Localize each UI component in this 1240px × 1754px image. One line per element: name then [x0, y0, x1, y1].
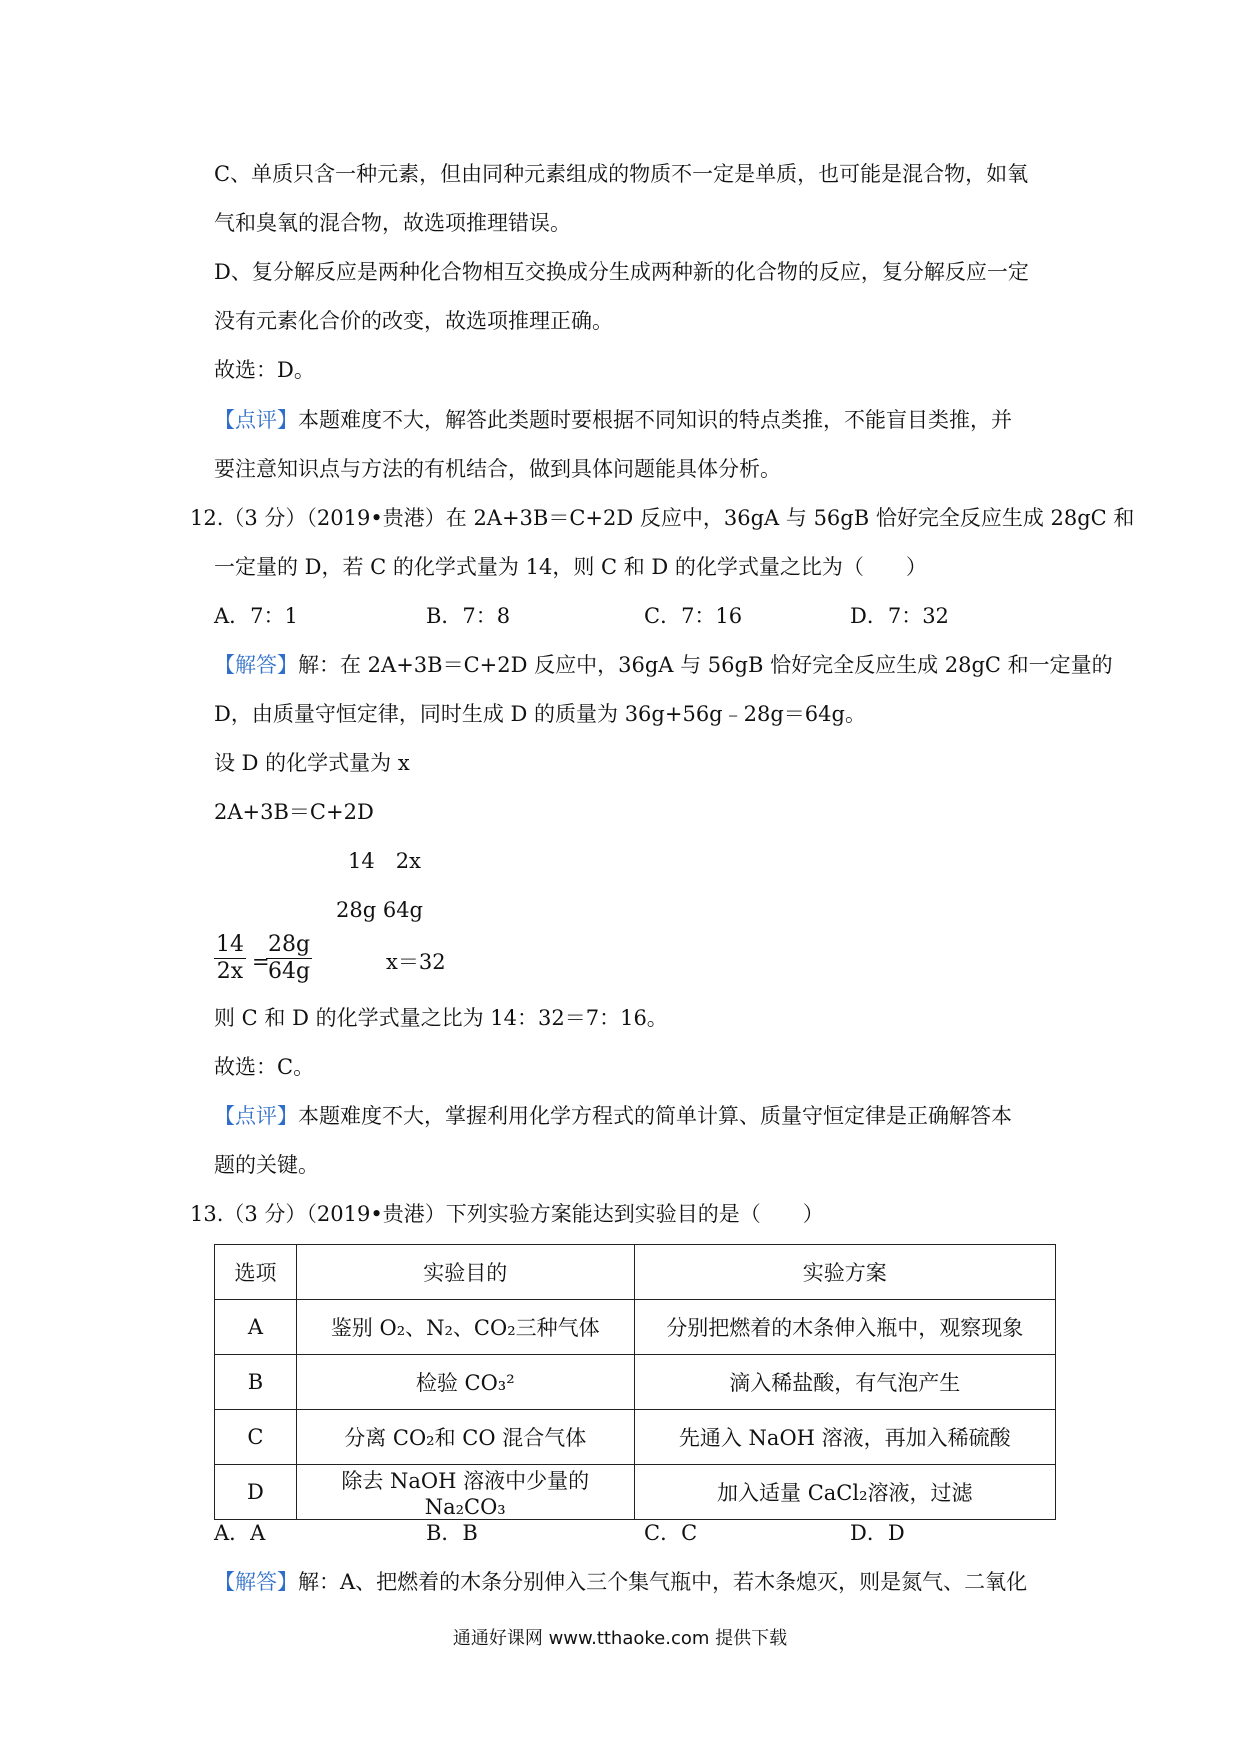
table-cell: 滴入稀盐酸，有气泡产生: [634, 1355, 1055, 1410]
table-header-row: [215, 1245, 1056, 1300]
table-header-cell: 实验目的: [296, 1245, 634, 1300]
q11-review-line1: [214, 405, 1012, 435]
q13-option-d: D．D: [850, 1521, 905, 1545]
q12-answer-line1: [214, 650, 1113, 680]
table-cell: 分离 CO₂和 CO 混合气体: [296, 1410, 634, 1465]
table-cell: B: [215, 1355, 297, 1410]
fraction-denominator: 64g: [268, 959, 311, 984]
q12-fraction-right: [266, 932, 312, 985]
table-cell: A: [215, 1300, 297, 1355]
table-row: [215, 1300, 1056, 1355]
q12-option-c: C．7：16: [644, 604, 743, 628]
q12-review-text: 本题难度不大，掌握利用化学方程式的简单计算、质量守恒定律是正确解答本: [298, 1104, 1012, 1128]
q12-fraction-left: [214, 932, 246, 985]
q12-answer-text: 解：在 2A+3B＝C+2D 反应中，36gA 与 56gB 恰好完全反应生成 28gC 和一定量的: [298, 653, 1113, 677]
table-cell: C: [215, 1410, 297, 1465]
q12-option-a: A．7：1: [214, 604, 298, 628]
q13-stem: 13.（3 分）（2019•贵港）下列实验方案能达到实验目的是（ ）: [190, 1202, 824, 1226]
fraction-denominator: 2x: [216, 959, 244, 984]
q11-option-c-line1: C、单质只含一种元素，但由同种元素组成的物质不一定是单质，也可能是混合物，如氧: [214, 162, 1029, 186]
q12-choice: 故选：C。: [214, 1055, 315, 1079]
review-tag: 【点评】: [214, 1104, 298, 1128]
table-cell: 加入适量 CaCl₂溶液，过滤: [634, 1465, 1055, 1520]
table-row: [215, 1410, 1056, 1465]
q13-option-a: A．A: [214, 1521, 266, 1545]
q13-answer-line1: [214, 1567, 1027, 1597]
q11-option-d-line1: D、复分解反应是两种化合物相互交换成分生成两种新的化合物的反应，复分解反应一定: [214, 260, 1029, 284]
q12-stem-line1: 12.（3 分）（2019•贵港）在 2A+3B＝C+2D 反应中，36gA 与 56gB 恰好完全反应生成 28gC 和: [190, 506, 1135, 530]
q12-equation: 2A+3B＝C+2D: [214, 800, 374, 824]
q12-set-x: 设 D 的化学式量为 x: [214, 751, 410, 775]
table-cell: D: [215, 1465, 297, 1520]
q12-option-b: B．7：8: [426, 604, 511, 628]
page-footer: 通通好课网 www.tthaoke.com 提供下载: [452, 1628, 788, 1649]
fraction-numerator: 28g: [268, 932, 311, 957]
table-cell: 先通入 NaOH 溶液，再加入稀硫酸: [634, 1410, 1055, 1465]
table-cell: 除去 NaOH 溶液中少量的 Na₂CO₃: [296, 1465, 634, 1520]
q11-review-text: 本题难度不大，解答此类题时要根据不同知识的特点类推，不能盲目类推，并: [298, 408, 1012, 432]
q12-review-line2: 题的关键。: [214, 1153, 319, 1177]
answer-tag: 【解答】: [214, 653, 298, 677]
q11-review-line2: 要注意知识点与方法的有机结合，做到具体问题能具体分析。: [214, 457, 781, 481]
table-row: [215, 1355, 1056, 1410]
q12-ratio: 则 C 和 D 的化学式量之比为 14：32＝7：16。: [214, 1006, 668, 1030]
q12-equals-sign: =: [252, 950, 270, 974]
q11-choice: 故选：D。: [214, 358, 315, 382]
answer-tag: 【解答】: [214, 1570, 298, 1594]
q12-review-line1: [214, 1101, 1012, 1131]
q12-stem-line2: 一定量的 D，若 C 的化学式量为 14，则 C 和 D 的化学式量之比为（ ）: [214, 555, 927, 579]
q13-option-b: B．B: [426, 1521, 478, 1545]
table-cell: 分别把燃着的木条伸入瓶中，观察现象: [634, 1300, 1055, 1355]
q12-option-d: D．7：32: [850, 604, 949, 628]
q11-option-d-line2: 没有元素化合价的改变，故选项推理正确。: [214, 309, 613, 333]
fraction-numerator: 14: [216, 932, 244, 957]
table-header-cell: 选项: [215, 1245, 297, 1300]
review-tag: 【点评】: [214, 408, 298, 432]
q11-option-c-line2: 气和臭氧的混合物，故选项推理错误。: [214, 211, 571, 235]
table-row: [215, 1465, 1056, 1520]
table-header-cell: 实验方案: [634, 1245, 1055, 1300]
q13-table: [214, 1244, 1056, 1520]
q13-option-c: C．C: [644, 1521, 698, 1545]
q12-equation-row1: 14 2x: [348, 849, 421, 873]
table-cell: 检验 CO₃²: [296, 1355, 634, 1410]
q12-answer-line2: D，由质量守恒定律，同时生成 D 的质量为 36g+56g﹣28g＝64g。: [214, 702, 866, 726]
q12-equation-row2: 28g 64g: [336, 898, 424, 922]
q12-x-result: x＝32: [386, 950, 446, 974]
table-cell: 鉴别 O₂、N₂、CO₂三种气体: [296, 1300, 634, 1355]
q13-answer-text: 解：A、把燃着的木条分别伸入三个集气瓶中，若木条熄灭，则是氮气、二氧化: [298, 1570, 1028, 1594]
